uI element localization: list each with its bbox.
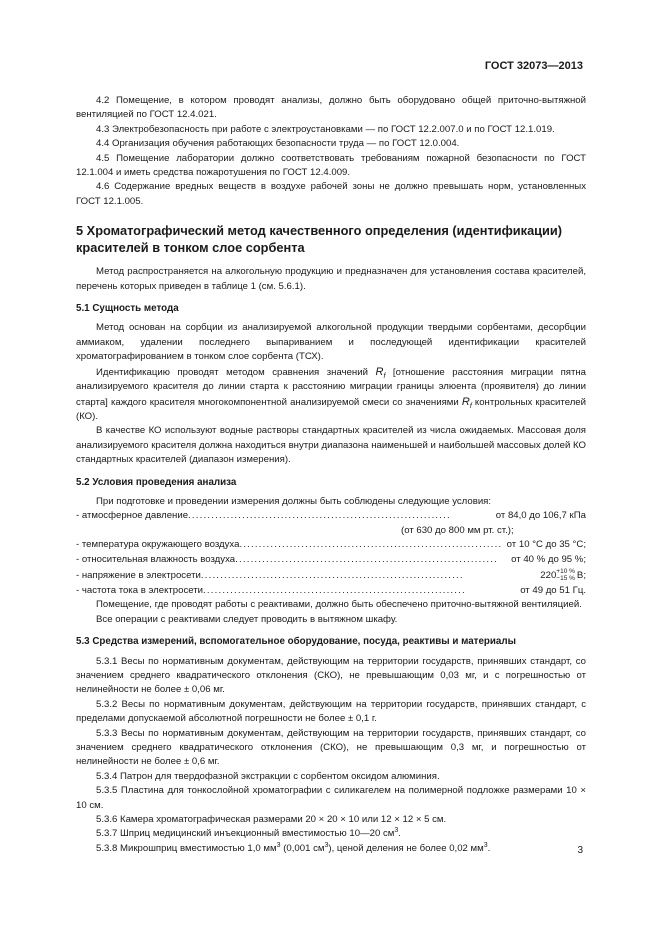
item-5-3-6: 5.3.6 Камера хроматографическая размерами 20 × 20 × 10 или 12 × 12 × 5 см. (96, 814, 447, 826)
section-5-intro: Метод распространяется на алкогольную продукцию и предназначен для установления состава красителей, перечень которых приведен в таблице 1 (см. 5.6.1). (76, 266, 586, 292)
section-5-1-heading: 5.1 Сущность метода (76, 303, 179, 315)
condition-pressure-extra: (от 630 до 800 мм рт. ст.); (401, 524, 514, 536)
paragraph-4-5: 4.5 Помещение лаборатории должно соответствовать требованиям пожарной безопасности по ГОСТ 12.1.004 и иметь средства пожаротушения по ГОСТ 12.4.009. (76, 152, 586, 179)
document-body (76, 94, 586, 856)
section-5-2-fume-hood: Все операции с реактивами следует проводить в вытяжном шкафу. (96, 613, 398, 625)
page-number: 3 (577, 845, 583, 856)
condition-frequency: - частота тока в электросети .................................................................... от 49 до 51 Гц. (76, 584, 586, 596)
item-5-3-5: 5.3.5 Пластина для тонкослойной хроматографии с силикагелем на полимерной подложке размерами 10 × 10 см. (76, 785, 586, 811)
rf-symbol: $R_f$ (375, 365, 386, 380)
para-2-part-c: контрольных красителей (КО). (76, 396, 587, 422)
item-5-3-8: 5.3.8 Микрошприц вместимостью 1,0 $мм^3$ (0,001 $см^3$), ценой деления не более 0,02 $мм^3$. (96, 841, 491, 854)
section-5-2-ventilation: Помещение, где проводят работы с реактивами, должно быть обеспечено приточно-вытяжной вентиляцией. (96, 599, 582, 611)
paragraph-4-3: 4.3 Электробезопасность при работе с электроустановками — по ГОСТ 12.2.007.0 и по ГОСТ 12.1.019. (96, 123, 555, 135)
paragraph-4-2: 4.2 Помещение, в котором проводят анализы, должно быть оборудовано общей приточно-вытяжной вентиляцией по ГОСТ 12.4.021. (76, 95, 586, 121)
para-2-part-b: [отношение расстояния миграции пятна анализируемого красителя до линии старта к расстоянию миграции границы элюента (проявителя) до линии старта] каждого красителя многокомпонентной анализируемой смеси со значениями (76, 366, 587, 408)
voltage-tolerance: +10 % −15 % (556, 568, 575, 583)
section-5-3-heading: 5.3 Средства измерений, вспомогательное оборудование, посуда, реактивы и материалы (76, 636, 516, 648)
section-5-1-para-1: Метод основан на сорбции из анализируемой алкогольной продукции твердыми сорбентами, десорбции аммиаком, удалении последнего выпариванием и последующей идентификации красителей хроматографированием в тонком слое сорбента (ТСХ). (76, 322, 586, 363)
item-5-3-1: 5.3.1 Весы по нормативным документам, действующим на территории государств, принявших стандарт, со значением среднего квадратического отклонения (СКО), не превышающим 0,03 мг, и с погрешностью от нелинейности не более ± 0,06 мг. (76, 655, 586, 696)
condition-temperature: - температура окружающего воздуха .................................................................... от 10 °С до 35 °С; (76, 539, 586, 551)
condition-voltage: - напряжение в электросети .................................................................... 220 +10 % −15 % В; (76, 568, 586, 583)
document-header: ГОСТ 32073—2013 (484, 60, 583, 72)
condition-humidity: - относительная влажность воздуха .................................................................... от 40 % до 95 %; (76, 553, 586, 565)
paragraph-4-6: 4.6 Содержание вредных веществ в воздухе рабочей зоны не должно превышать норм, установленных ГОСТ 12.1.005. (76, 181, 586, 207)
paragraph-4-4: 4.4 Организация обучения работающих безопасности труда — по ГОСТ 12.0.004. (96, 138, 460, 150)
para-2-part-a: Идентификацию проводят методом сравнения значений (96, 366, 368, 378)
section-5-1-para-3: В качестве КО используют водные растворы стандартных красителей из числа ожидаемых. Массовая доля анализируемого красителя должна находиться внутри диапазона наименьшей и наибольшей массовых долей КО стандартных красителей (диапазон измерения). (76, 425, 586, 466)
item-5-3-4: 5.3.4 Патрон для твердофазной экстракции с сорбентом оксидом алюминия. (96, 770, 440, 782)
section-5-2-intro: При подготовке и проведении измерения должны быть соблюдены следующие условия: (96, 495, 492, 507)
section-5-2-heading: 5.2 Условия проведения анализа (76, 476, 237, 488)
condition-pressure: - атмосферное давление .................................................................... от 84,0 до 106,7 кПа (76, 510, 586, 522)
item-5-3-2: 5.3.2 Весы по нормативным документам, действующим на территории государств, принявших стандарт, с пределами допускаемой абсолютной погрешности не более ± 0,1 г. (76, 698, 586, 725)
item-5-3-7: 5.3.7 Шприц медицинский инъекционный вместимостью 10—20 $см^3$. (96, 827, 401, 840)
rf-symbol-2: $R_f$ (461, 395, 472, 410)
section-5-heading: 5 Хроматографический метод качественного определения (идентификации) красителей в тонком слое сорбента (76, 223, 563, 256)
item-5-3-3: 5.3.3 Весы по нормативным документам, действующим на территории государств, принявших стандарт, со значением среднего квадратического отклонения (СКО), не превышающим 0,3 мг, и погрешностью от нелинейности не более ± 0,6 мг. (76, 727, 586, 768)
section-5-1-para-2 (76, 365, 586, 425)
